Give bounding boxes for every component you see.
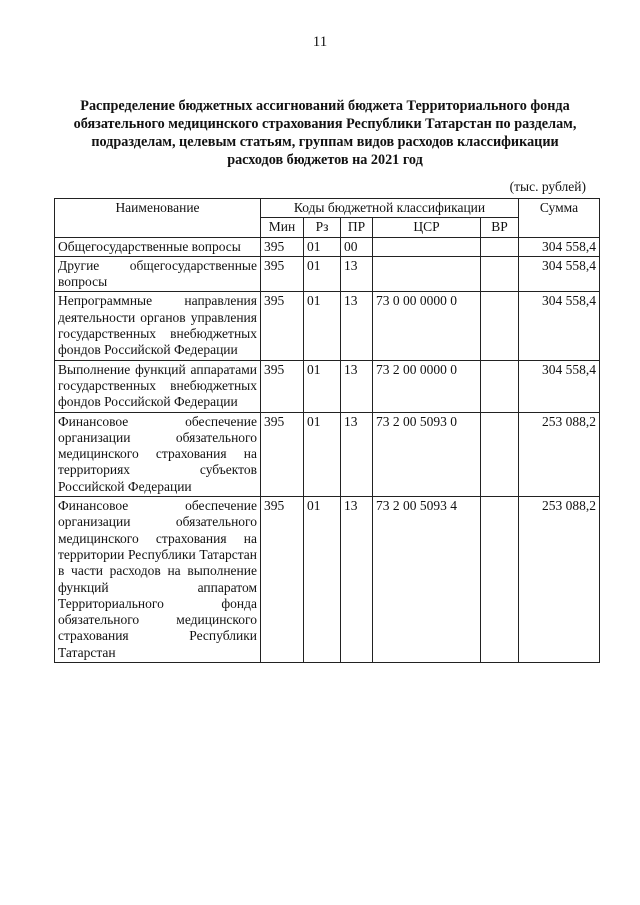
row-sum: 253 088,2	[519, 412, 600, 496]
row-name: Непрограммные направления деятельности органов управления государственных внебюджетных фондов Российской Федерации	[55, 292, 261, 360]
row-rz: 01	[304, 497, 341, 663]
row-vr	[481, 497, 519, 663]
table-row	[55, 292, 600, 360]
row-rz: 01	[304, 256, 341, 292]
header-csr: ЦСР	[373, 218, 481, 237]
row-name: Финансовое обеспечение организации обязательного медицинского страхования на территории Республики Татарстан в части расходов на выполнение функций аппаратом Территориального фонда обязательного медицинского страхования Республики Татарстан	[55, 497, 261, 663]
row-vr	[481, 256, 519, 292]
title-line: обязательного медицинского страхования Республики Татарстан по разделам,	[73, 116, 577, 132]
units-label: (тыс. рублей)	[509, 179, 586, 194]
title-line: Распределение бюджетных ассигнований бюджета Территориального фонда	[80, 98, 570, 114]
header-rz: Рз	[304, 218, 341, 237]
row-vr	[481, 292, 519, 360]
row-name: Другие общегосударственные вопросы	[55, 256, 261, 292]
row-pr: 13	[341, 360, 373, 412]
row-csr: 73 2 00 5093 4	[373, 497, 481, 663]
header-sum: Сумма	[519, 199, 600, 238]
title-line: подразделам, целевым статьям, группам видов расходов классификации	[91, 134, 559, 150]
table-row	[55, 497, 600, 663]
row-csr	[373, 237, 481, 256]
row-rz: 01	[304, 237, 341, 256]
header-codes: Коды бюджетной классификации	[261, 199, 519, 218]
table-row	[55, 360, 600, 412]
row-pr: 13	[341, 292, 373, 360]
header-row	[55, 199, 600, 218]
title-line: расходов бюджетов на 2021 год	[227, 152, 423, 168]
row-vr	[481, 237, 519, 256]
row-csr: 73 0 00 0000 0	[373, 292, 481, 360]
document-title	[55, 97, 595, 169]
row-sum: 304 558,4	[519, 292, 600, 360]
table-row	[55, 256, 600, 292]
header-vr: ВР	[481, 218, 519, 237]
header-name: Наименование	[55, 199, 261, 238]
row-csr	[373, 256, 481, 292]
header-min: Мин	[261, 218, 304, 237]
row-name: Выполнение функций аппаратами государственных внебюджетных фондов Российской Федерации	[55, 360, 261, 412]
row-sum: 304 558,4	[519, 360, 600, 412]
row-min: 395	[261, 412, 304, 496]
header-pr: ПР	[341, 218, 373, 237]
row-rz: 01	[304, 360, 341, 412]
row-pr: 13	[341, 412, 373, 496]
row-rz: 01	[304, 292, 341, 360]
row-sum: 253 088,2	[519, 497, 600, 663]
row-vr	[481, 360, 519, 412]
row-pr: 00	[341, 237, 373, 256]
page-number: 11	[312, 34, 328, 50]
row-min: 395	[261, 292, 304, 360]
row-min: 395	[261, 237, 304, 256]
row-rz: 01	[304, 412, 341, 496]
row-sum: 304 558,4	[519, 256, 600, 292]
row-pr: 13	[341, 497, 373, 663]
row-csr: 73 2 00 5093 0	[373, 412, 481, 496]
row-min: 395	[261, 360, 304, 412]
row-min: 395	[261, 497, 304, 663]
row-name: Финансовое обеспечение организации обязательного медицинского страхования на территориях субъектов Российской Федерации	[55, 412, 261, 496]
row-pr: 13	[341, 256, 373, 292]
row-vr	[481, 412, 519, 496]
budget-table	[54, 198, 600, 663]
table-row	[55, 237, 600, 256]
table-row	[55, 412, 600, 496]
row-sum: 304 558,4	[519, 237, 600, 256]
row-name: Общегосударственные вопросы	[55, 237, 261, 256]
row-min: 395	[261, 256, 304, 292]
row-csr: 73 2 00 0000 0	[373, 360, 481, 412]
